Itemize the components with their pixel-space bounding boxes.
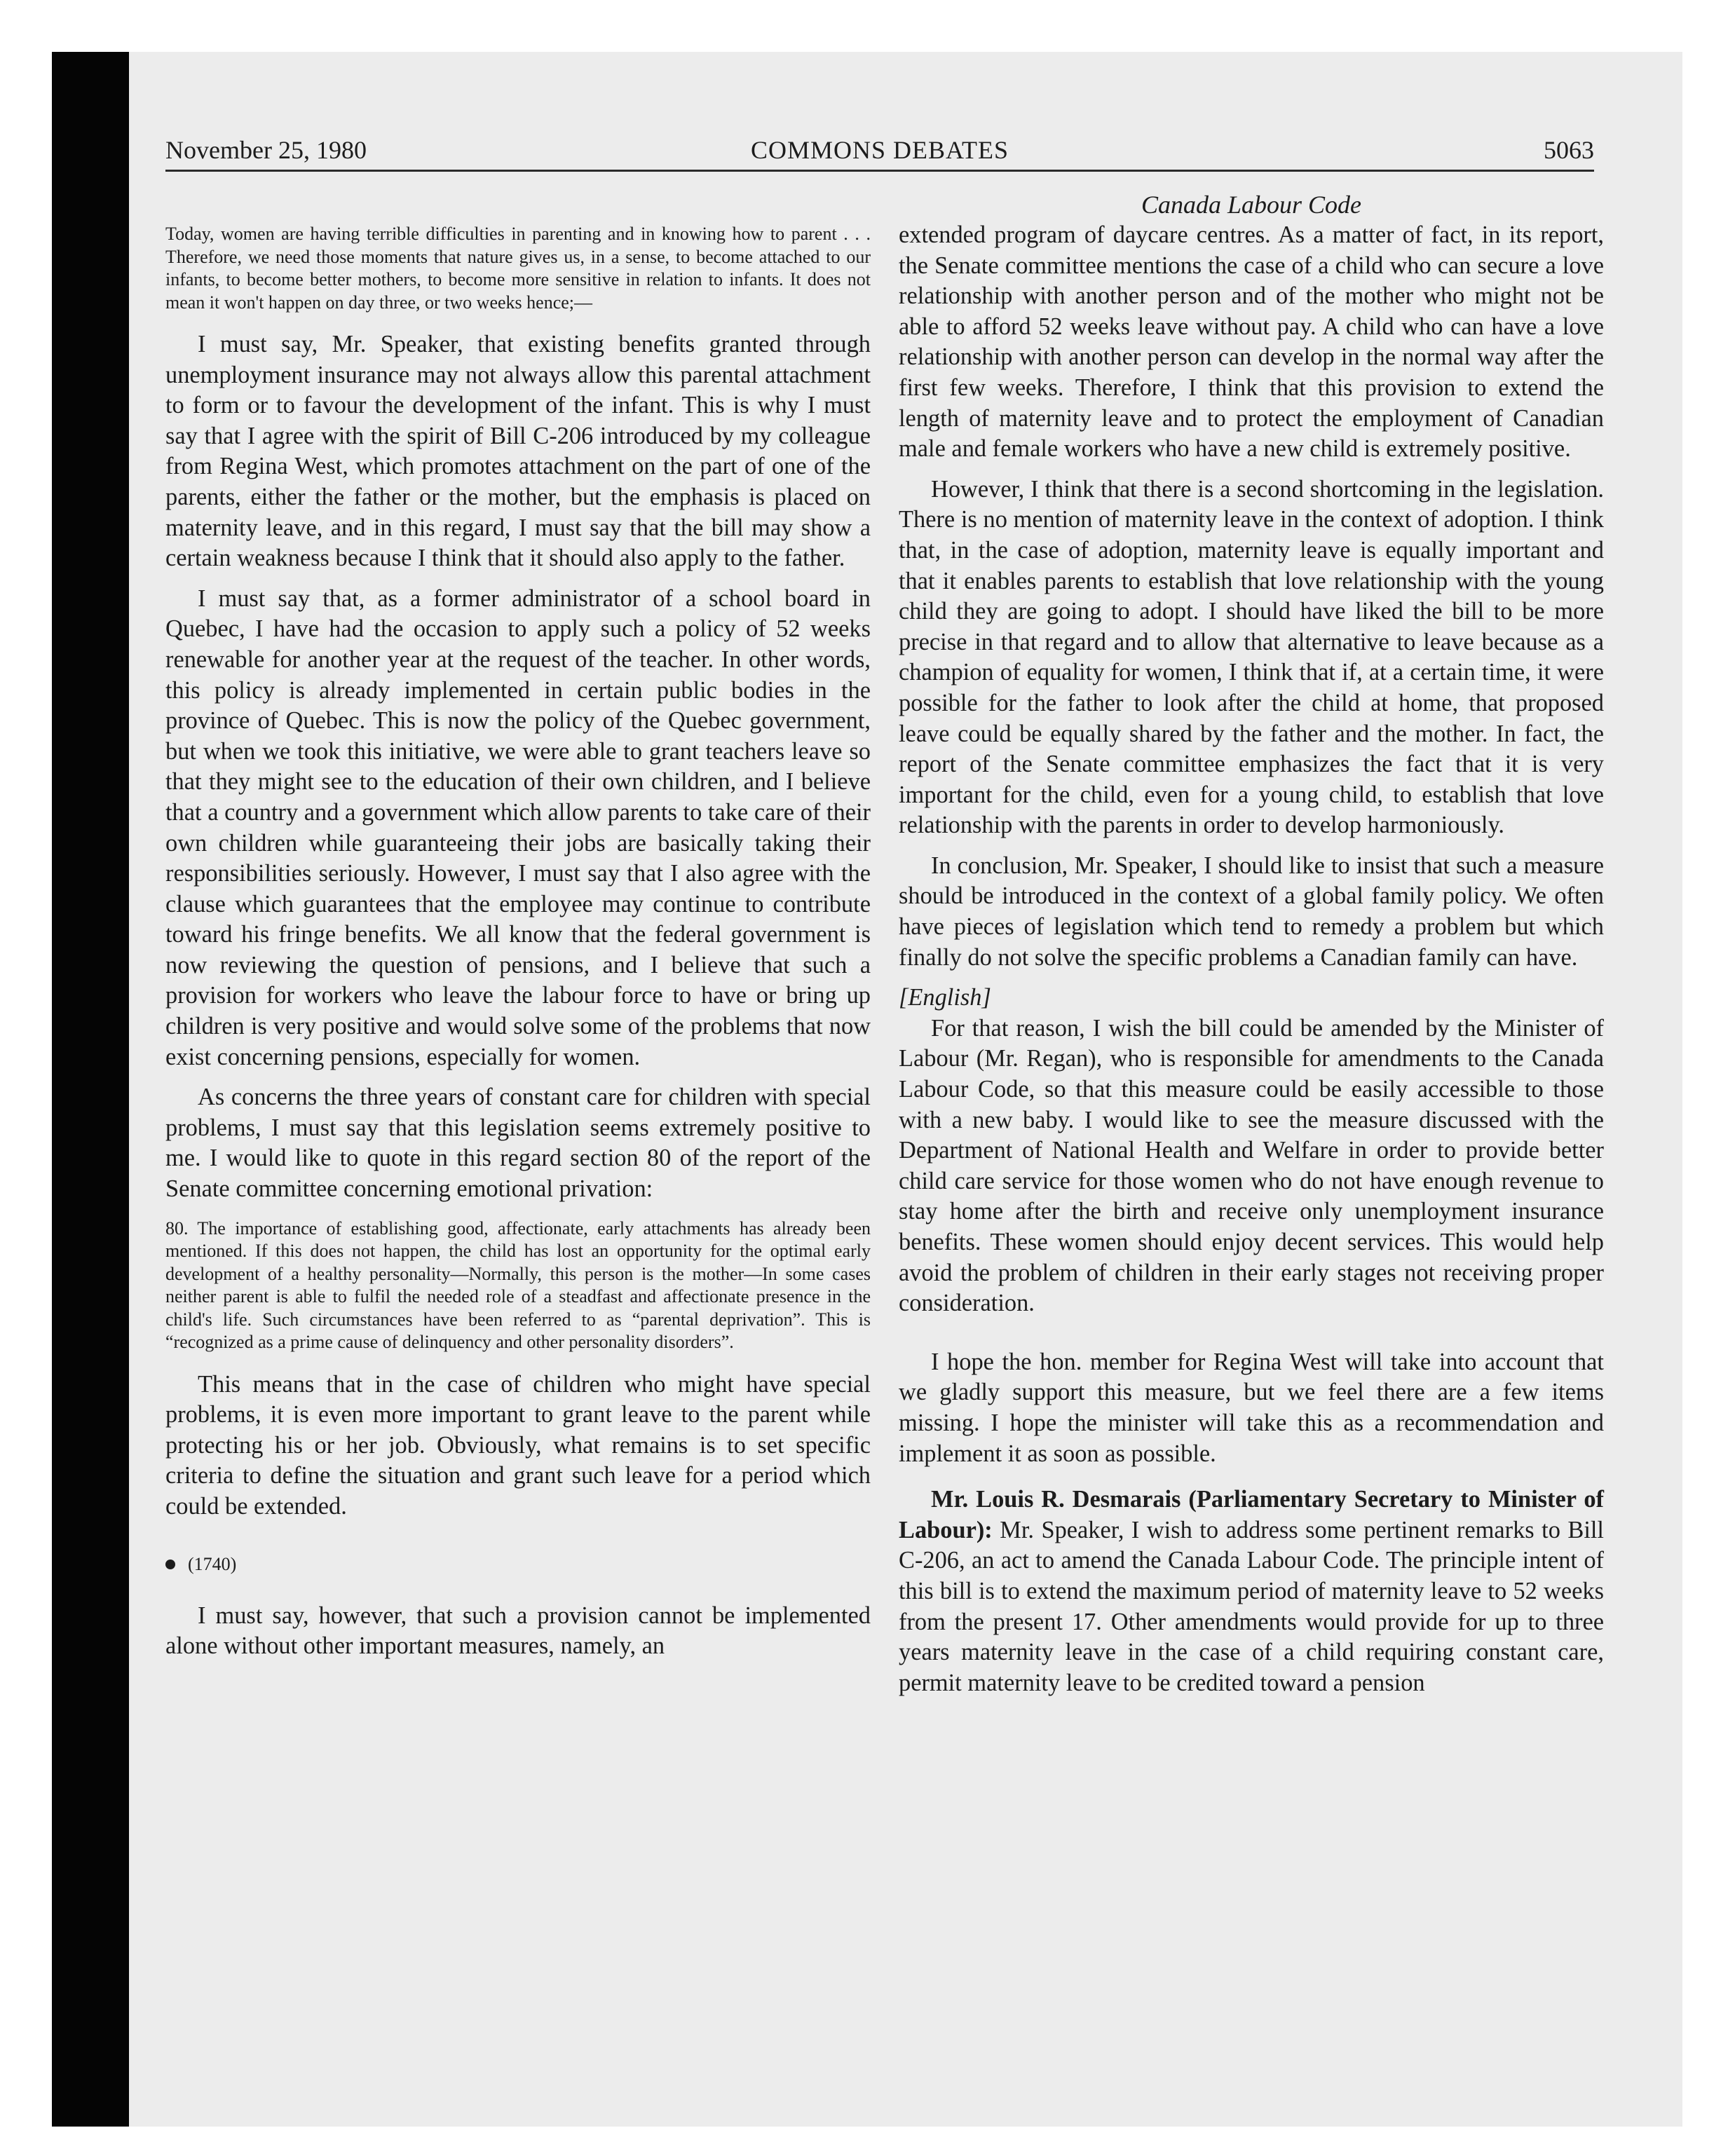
page-number: 5063 <box>1544 136 1594 164</box>
speaker-paragraph <box>899 1485 1604 1698</box>
block-quote-section-80: 80. The importance of establishing good, affectionate, early attachments has already been mentioned. If this does not happen, the child has lost an opportunity for the optimal early development of a healthy personality—Normally, this person is the mother—In some cases neither parent is able to fulfil the needed role of a steadfast and affectionate presence in the child's life. Such circumstances have been referred to as “parental deprivation”. This is “recognized as a prime cause of delinquency and other personality disorders”. <box>165 1217 871 1353</box>
paragraph: This means that in the case of children who might have special problems, it is even more important to grant leave to the parent while protecting his or her job. Obviously, what remains is to set specific criteria to define the situation and grant such leave for a period which could be extended. <box>165 1370 871 1520</box>
paragraph: As concerns the three years of constant care for children with special problems, I must say that this legislation seems extremely positive to me. I would like to quote in this regard section 80 of the report of the Senate committee concerning emotional privation: <box>165 1084 871 1203</box>
paragraph: However, I think that there is a second shortcoming in the legislation. There is no mention of maternity leave in the context of adoption. I think that, in the case of adoption, maternity leave is equally important and that it enables parents to establish that love relationship with the young child they are going to adopt. I should have liked the bill to be more precise in that regard and to allow that alternative to leave because as a champion of equality for women, I think that if, at a certain time, it were possible for the father to look after the child at home, that proposed leave could be equally shared by the father and the mother. In fact, the report of the Senate committee emphasizes the fact that it is very important for the child, even for a young child, to establish that love relationship with the parents in order to develop harmoniously. <box>899 475 1604 839</box>
paragraph: For that reason, I wish the bill could be amended by the Minister of Labour (Mr. Regan), who is responsible for amendments to the Canada Labour Code, so that this measure could be easily accessible to those with a new baby. I would like to see the measure discussed with the Department of National Health and Welfare in order to provide better child care service for those women who do not have enough revenue to stay home after the birth and receive only unemployment insurance benefits. These women should enjoy decent services. This would help avoid the problem of children in their early stages not receiving proper consideration. <box>899 1014 1604 1317</box>
time-marker <box>165 1553 871 1576</box>
block-quote: Today, women are having terrible difficulties in parenting and in knowing how to parent . . . Therefore, we need those moments that nature gives us, in a sense, to become attached to our infants, to become better mothers, to become more sensitive in relation to infants. It does not mean it won't happen on day three, or two weeks hence;— <box>165 224 871 313</box>
timestamp-label: (1740) <box>188 1553 237 1574</box>
binding-edge-shadow <box>52 52 129 2127</box>
language-marker: [English] <box>899 984 991 1011</box>
paragraph: In conclusion, Mr. Speaker, I should like to insist that such a measure should be introduced in the context of a global family policy. We often have pieces of legislation which tend to remedy a problem but which finally do not solve the specific problems a Canadian family can have. <box>899 852 1604 971</box>
paragraph: I must say that, as a former administrator of a school board in Quebec, I have had the occasion to apply such a policy of 52 weeks renewable for another year at the request of the teacher. In other words, this policy is already implemented in certain public bodies in the province of Quebec. This is now the policy of the Quebec government, but when we took this initiative, we were able to grant teachers leave so that they might see to the education of their own children, and I believe that a country and a government which allow parents to take care of their own children while guaranteeing their jobs are basically taking their responsibilities seriously. However, I must say that I also agree with the clause which guarantees that the employee may continue to contribute toward his fringe benefits. We all know that the federal government is now reviewing the question of pensions, and I believe that such a provision for workers who leave the labour force to have or bring up children is very positive and would solve some of the problems that now exist concerning pensions, especially for women. <box>165 585 871 1070</box>
speaker-name: Mr. Louis R. Desmarais (Parliamentary Secretary to Minister of Labour): <box>899 1486 1604 1543</box>
paragraph: extended program of daycare centres. As a matter of fact, in its report, the Senate committee mentions the case of a child who can secure a love relationship with another person and of the mother who might not be able to afford 52 weeks leave without pay. A child who can have a love relationship with another person can develop in the normal way after the first few weeks. Therefore, I think that this provision to extend the length of maternity leave and to protect the employment of Canadian male and female workers who have a new child is extremely positive. <box>899 221 1604 463</box>
header-date: November 25, 1980 <box>165 136 367 164</box>
bullet-icon <box>165 1560 175 1569</box>
right-column <box>899 189 1604 1698</box>
topic-heading: Canada Labour Code <box>1141 191 1362 219</box>
paragraph: I must say, Mr. Speaker, that existing benefits granted through unemployment insurance may not always allow this parental attachment to form or to favour the development of the infant. This is why I must say that I agree with the spirit of Bill C-206 introduced by my colleague from Regina West, which promotes attachment on the part of one of the parents, either the father or the mother, but the emphasis is placed on maternity leave, and in this regard, I must say that the bill may show a certain weakness because I think that it should also apply to the father. <box>165 331 871 572</box>
header-title: COMMONS DEBATES <box>750 136 1009 164</box>
page <box>165 133 1604 1696</box>
paragraph: I hope the hon. member for Regina West will take into account that we gladly support this measure, but we feel there are a few items missing. I hope the minister will take this as a recommendation and implement it as soon as possible. <box>899 1348 1604 1467</box>
paragraph: I must say, however, that such a provision cannot be implemented alone without other important measures, namely, an <box>165 1602 871 1660</box>
page-header <box>165 133 1594 172</box>
speaker-text: Mr. Speaker, I wish to address some pertinent remarks to Bill C-206, an act to amend the Canada Labour Code. The principle intent of this bill is to extend the maximum period of maternity leave to 52 weeks from the present 17. Other amendments would provide for up to three years maternity leave in the case of a child requiring constant care, permit maternity leave to be credited toward a pension <box>899 1516 1604 1696</box>
left-column <box>165 203 871 1662</box>
